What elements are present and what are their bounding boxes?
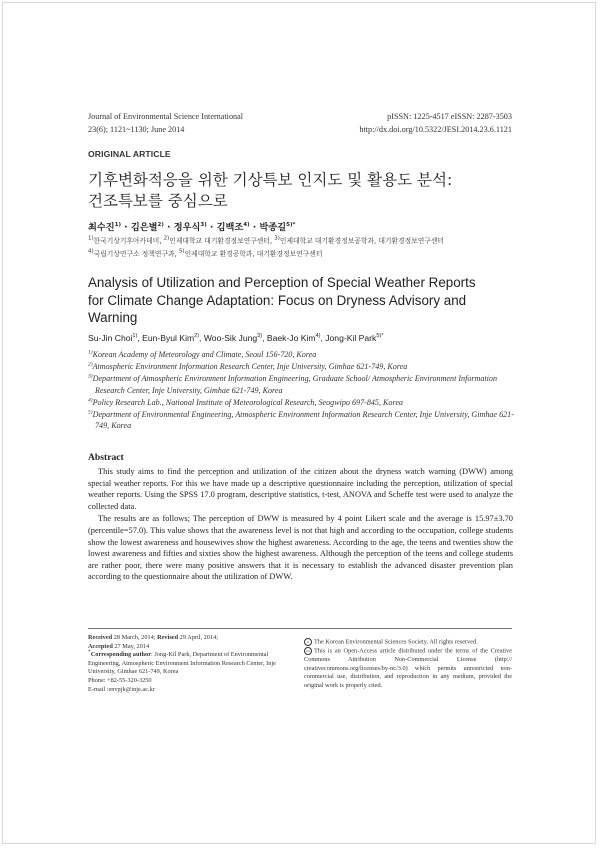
accepted-date: Accepted 27 May, 2014	[88, 642, 150, 650]
license-text: cc This is an Open-Access article distributed under the terms of the Creative Commons Attribution Non-Commercial License (http:// creativecommons.org/licenses/by-nc/3.0) which permits unrestricted non-commercial use, distribution, and reproduction in any medium, provided the original work is properly cited.	[304, 647, 512, 689]
abstract-body	[88, 466, 513, 583]
journal-doi-link[interactable]: http://dx.doi.org/10.5322/JESI.2014.23.6.1121	[359, 124, 512, 134]
english-title-line: for Climate Change Adaptation: Focus on Dryness Advisory and	[88, 292, 467, 308]
english-title-line: Warning	[88, 310, 138, 326]
abstract-paragraph: This study aims to find the perception and utilization of the citizen about the dryness watch warning (DWW) among special weather reports. For this we have made up a descriptive questionnaire including the perception, utilization of special weather reports. Using the SPSS 17.0 program, descriptive statistics, t-test, ANOVA and Scheffe test were used to analyze the collected data.	[88, 467, 513, 511]
english-author: Eun-Byul Kim$^{2)}$,	[142, 333, 204, 343]
creative-commons-icon: cc	[306, 648, 310, 654]
english-title	[88, 274, 520, 327]
english-title-line: Analysis of Utilization and Perception of Special Weather Reports	[88, 275, 476, 290]
english-author: Woo-Sik Jung$^{3)}$,	[203, 333, 267, 343]
english-affiliation: $^{5)}$Department of Environmental Engineering, Atmospheric Environment Information Research Center, Inje University, Gimhae 621-749, Korea	[88, 408, 514, 431]
copyright-line: c The Korean Environmental Sciences Society. All rights reserved.	[304, 638, 512, 647]
article-history-and-contact	[88, 634, 288, 694]
english-author: Baek-Jo Kim$^{4)}$,	[266, 333, 326, 343]
korean-title-line: 건조특보를 중심으로	[88, 192, 228, 210]
abstract-heading: Abstract	[88, 452, 124, 463]
phone-number: Phone: +82-55-320-3250	[88, 676, 152, 684]
english-affiliation: $^{3)}$Department of Atmospheric Environment Information Engineering, Graduate School/ Atmospheric Environment Information Research Center, Inje University, Gimhae 621-749, Korea	[88, 373, 498, 395]
journal-name: Journal of Environmental Science International	[88, 112, 244, 121]
korean-author: 최수진$^{1)}$ ·	[88, 221, 131, 233]
journal-header-left	[88, 111, 243, 136]
article-dates: Received 28 March, 2014; Revised 29 April, 2014;	[88, 634, 218, 641]
korean-author: 김은별$^{2)}$ ·	[130, 221, 174, 233]
korean-title	[88, 170, 518, 212]
journal-header-right	[359, 111, 512, 136]
korean-author-list	[88, 219, 295, 233]
english-author-list	[88, 333, 383, 343]
copyright-notice	[304, 638, 512, 690]
english-affiliations	[88, 349, 514, 432]
korean-title-line: 기후변화적응을 위한 기상특보 인지도 및 활용도 분석:	[88, 171, 453, 189]
journal-citation: 23(6); 1121~1130; June 2014	[88, 124, 185, 134]
english-affiliation: $^{4)}$Policy Research Lab., National Institute of Meteorological Research, Seogwipo 697-845, Korea	[88, 396, 403, 407]
journal-issn: pISSN: 1225-4517 eISSN: 2287-3503	[387, 112, 512, 121]
abstract-paragraph: The results are as follows; The perception of DWW is measured by 4 point Likert scale and the average is 15.97±3.70 (percentile=57.0). This value shows that the awareness level is not that high and according to the occupation, college students show the lowest awareness and housewives show the highest awareness. According to the age, the teens and twenties show the lowest awareness and fifties and sixties show the highest awareness. Although the perception of the teens and college students are rather poor, there were many positive answers that it is necessary to establish the advanced disaster prevention plan according to the questionnaire about the utilization of DWW.	[88, 514, 513, 582]
korean-author: 김백조$^{4)}$ ·	[216, 221, 260, 233]
english-author: Jong-Kil Park$^{5)*}$	[325, 333, 384, 343]
korean-affiliation-line: $^{1)}$한국기상기후아카데미, $^{2)}$인제대학교 대기환경정보연구센터, $^{3)}$인제대학교 대기환경정보공학과, 대기환경정보연구센터	[88, 235, 444, 245]
korean-author: 정우식$^{3)}$ ·	[173, 221, 217, 233]
korean-author: 박종길$^{5)*}$	[259, 221, 296, 233]
korean-affiliation-line: $^{4)}$국립기상연구소 정책연구과, $^{5)}$인제대학교 환경공학과, 대기환경정보연구센터	[88, 248, 323, 258]
english-author: Su-Jin Choi$^{1)}$,	[88, 333, 143, 343]
email-link[interactable]: E-mail :envpjk@inje.ac.kr	[88, 685, 155, 693]
corresponding-author: *Corresponding author: Jong-Kil Park, Department of Environmental Engineering, Atmospheric Environment Information Research Center, Inje University, Gimhae 621-749, Korea	[88, 649, 276, 676]
english-affiliation: $^{2)}$Atmospheric Environment Information Research Center, Inje University, Gimhae 621-749, Korea	[88, 361, 408, 371]
article-type: ORIGINAL ARTICLE	[88, 149, 171, 159]
copyright-icon: c	[304, 638, 312, 646]
footer-divider	[88, 628, 512, 629]
korean-affiliations	[88, 235, 528, 260]
english-affiliation: $^{1)}$Korean Academy of Meteorology and Climate, Seoul 156-720, Korea	[88, 349, 317, 359]
